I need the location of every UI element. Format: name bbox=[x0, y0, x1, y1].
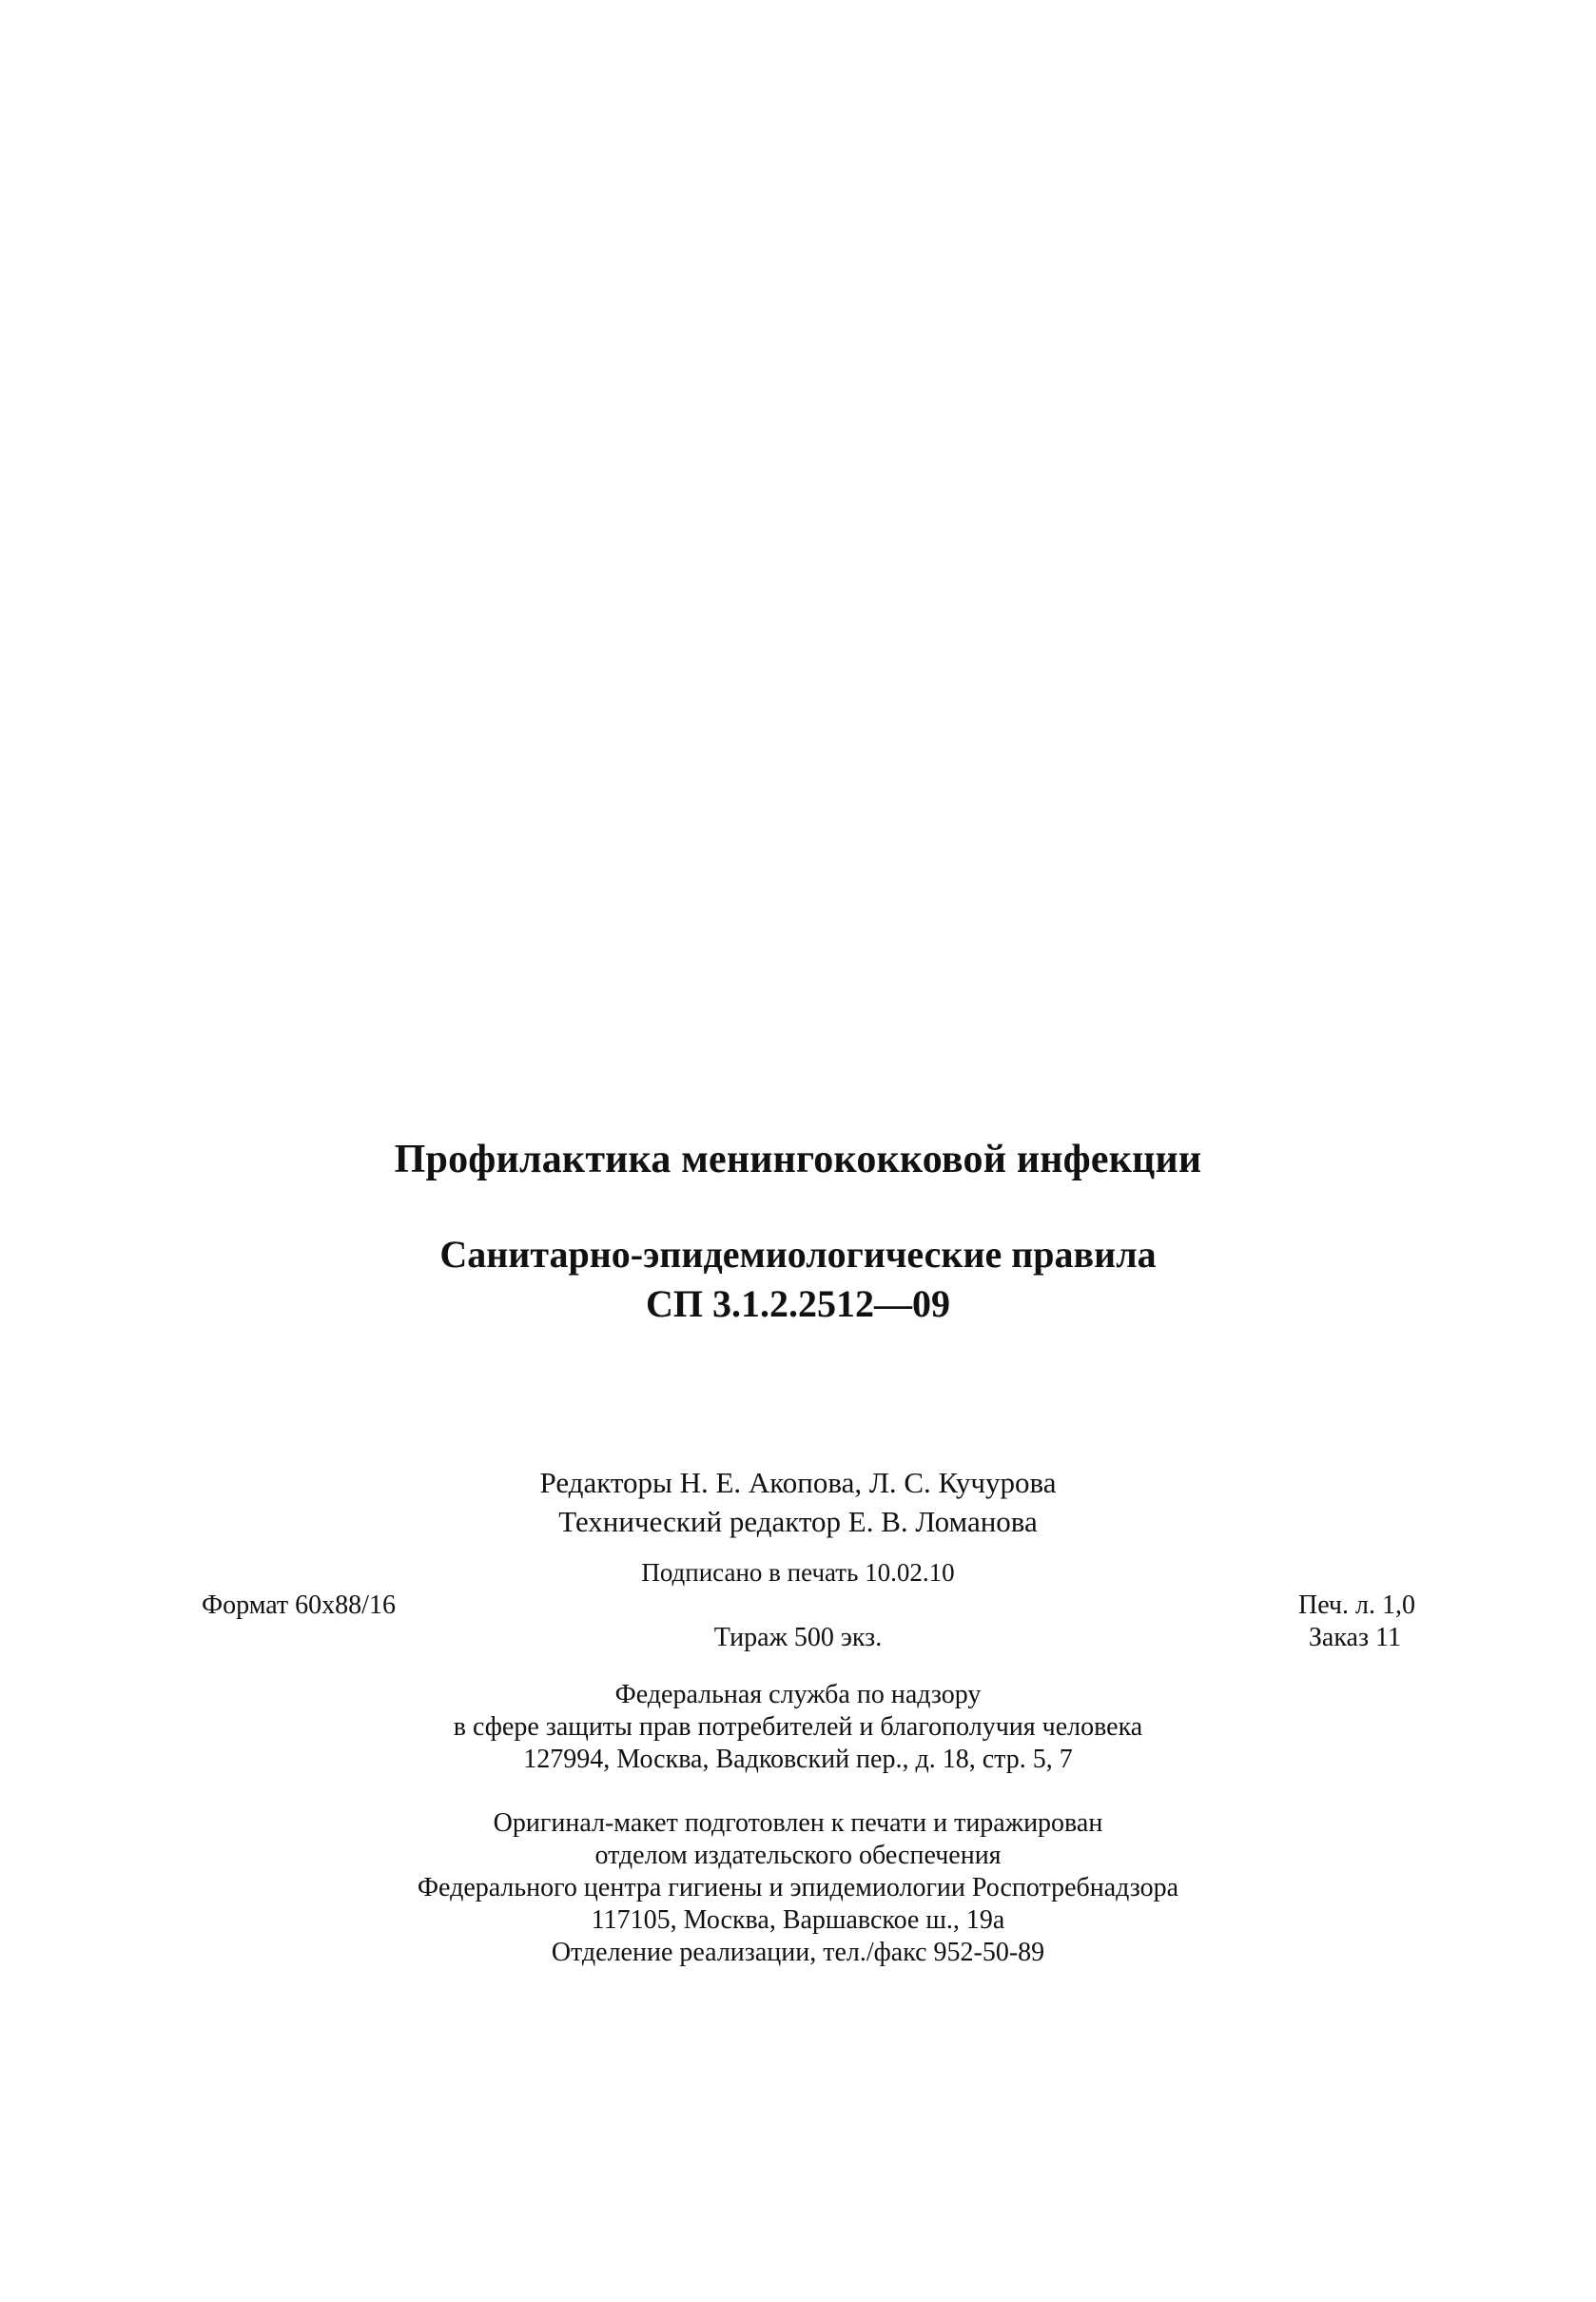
agency-address: 127994, Москва, Вадковский пер., д. 18, стр. 5, 7 bbox=[523, 1745, 1073, 1774]
format-info: Формат 60x88/16 bbox=[202, 1590, 396, 1620]
technical-editor-line: Технический редактор Е. В. Ломанова bbox=[558, 1505, 1038, 1538]
document-title: Профилактика менингококковой инфекции bbox=[394, 1138, 1202, 1181]
producer-address: 117105, Москва, Варшавское ш., 19а bbox=[591, 1905, 1005, 1935]
producer-block bbox=[0, 1807, 1596, 1969]
print-sheets: Печ. л. 1,0 bbox=[1297, 1590, 1415, 1620]
agency-block bbox=[0, 1679, 1596, 1776]
signed-to-print: Подписано в печать 10.02.10 bbox=[641, 1558, 955, 1587]
producer-line: Оригинал-макет подготовлен к печати и тиражирован bbox=[493, 1808, 1103, 1838]
sales-contact: Отделение реализации, тел./факс 952-50-89 bbox=[551, 1938, 1045, 1967]
editors-line: Редакторы Н. Е. Акопова, Л. С. Кучурова bbox=[539, 1466, 1057, 1499]
document-subtitle bbox=[0, 1230, 1596, 1329]
document-code: СП 3.1.2.2512—09 bbox=[646, 1282, 950, 1325]
subtitle-line: Санитарно-эпидемиологические правила bbox=[439, 1233, 1157, 1276]
producer-line: отделом издательского обеспечения bbox=[594, 1841, 1002, 1870]
agency-line: в сфере защиты прав потребителей и благополучия человека bbox=[453, 1712, 1143, 1742]
print-run: Тираж 500 экз. bbox=[713, 1623, 883, 1652]
editors-block bbox=[0, 1463, 1596, 1541]
order-number: Заказ 11 bbox=[1308, 1623, 1401, 1652]
producer-line: Федерального центра гигиены и эпидемиологии Роспотребнадзора bbox=[417, 1873, 1179, 1902]
agency-line: Федеральная служба по надзору bbox=[614, 1680, 982, 1709]
